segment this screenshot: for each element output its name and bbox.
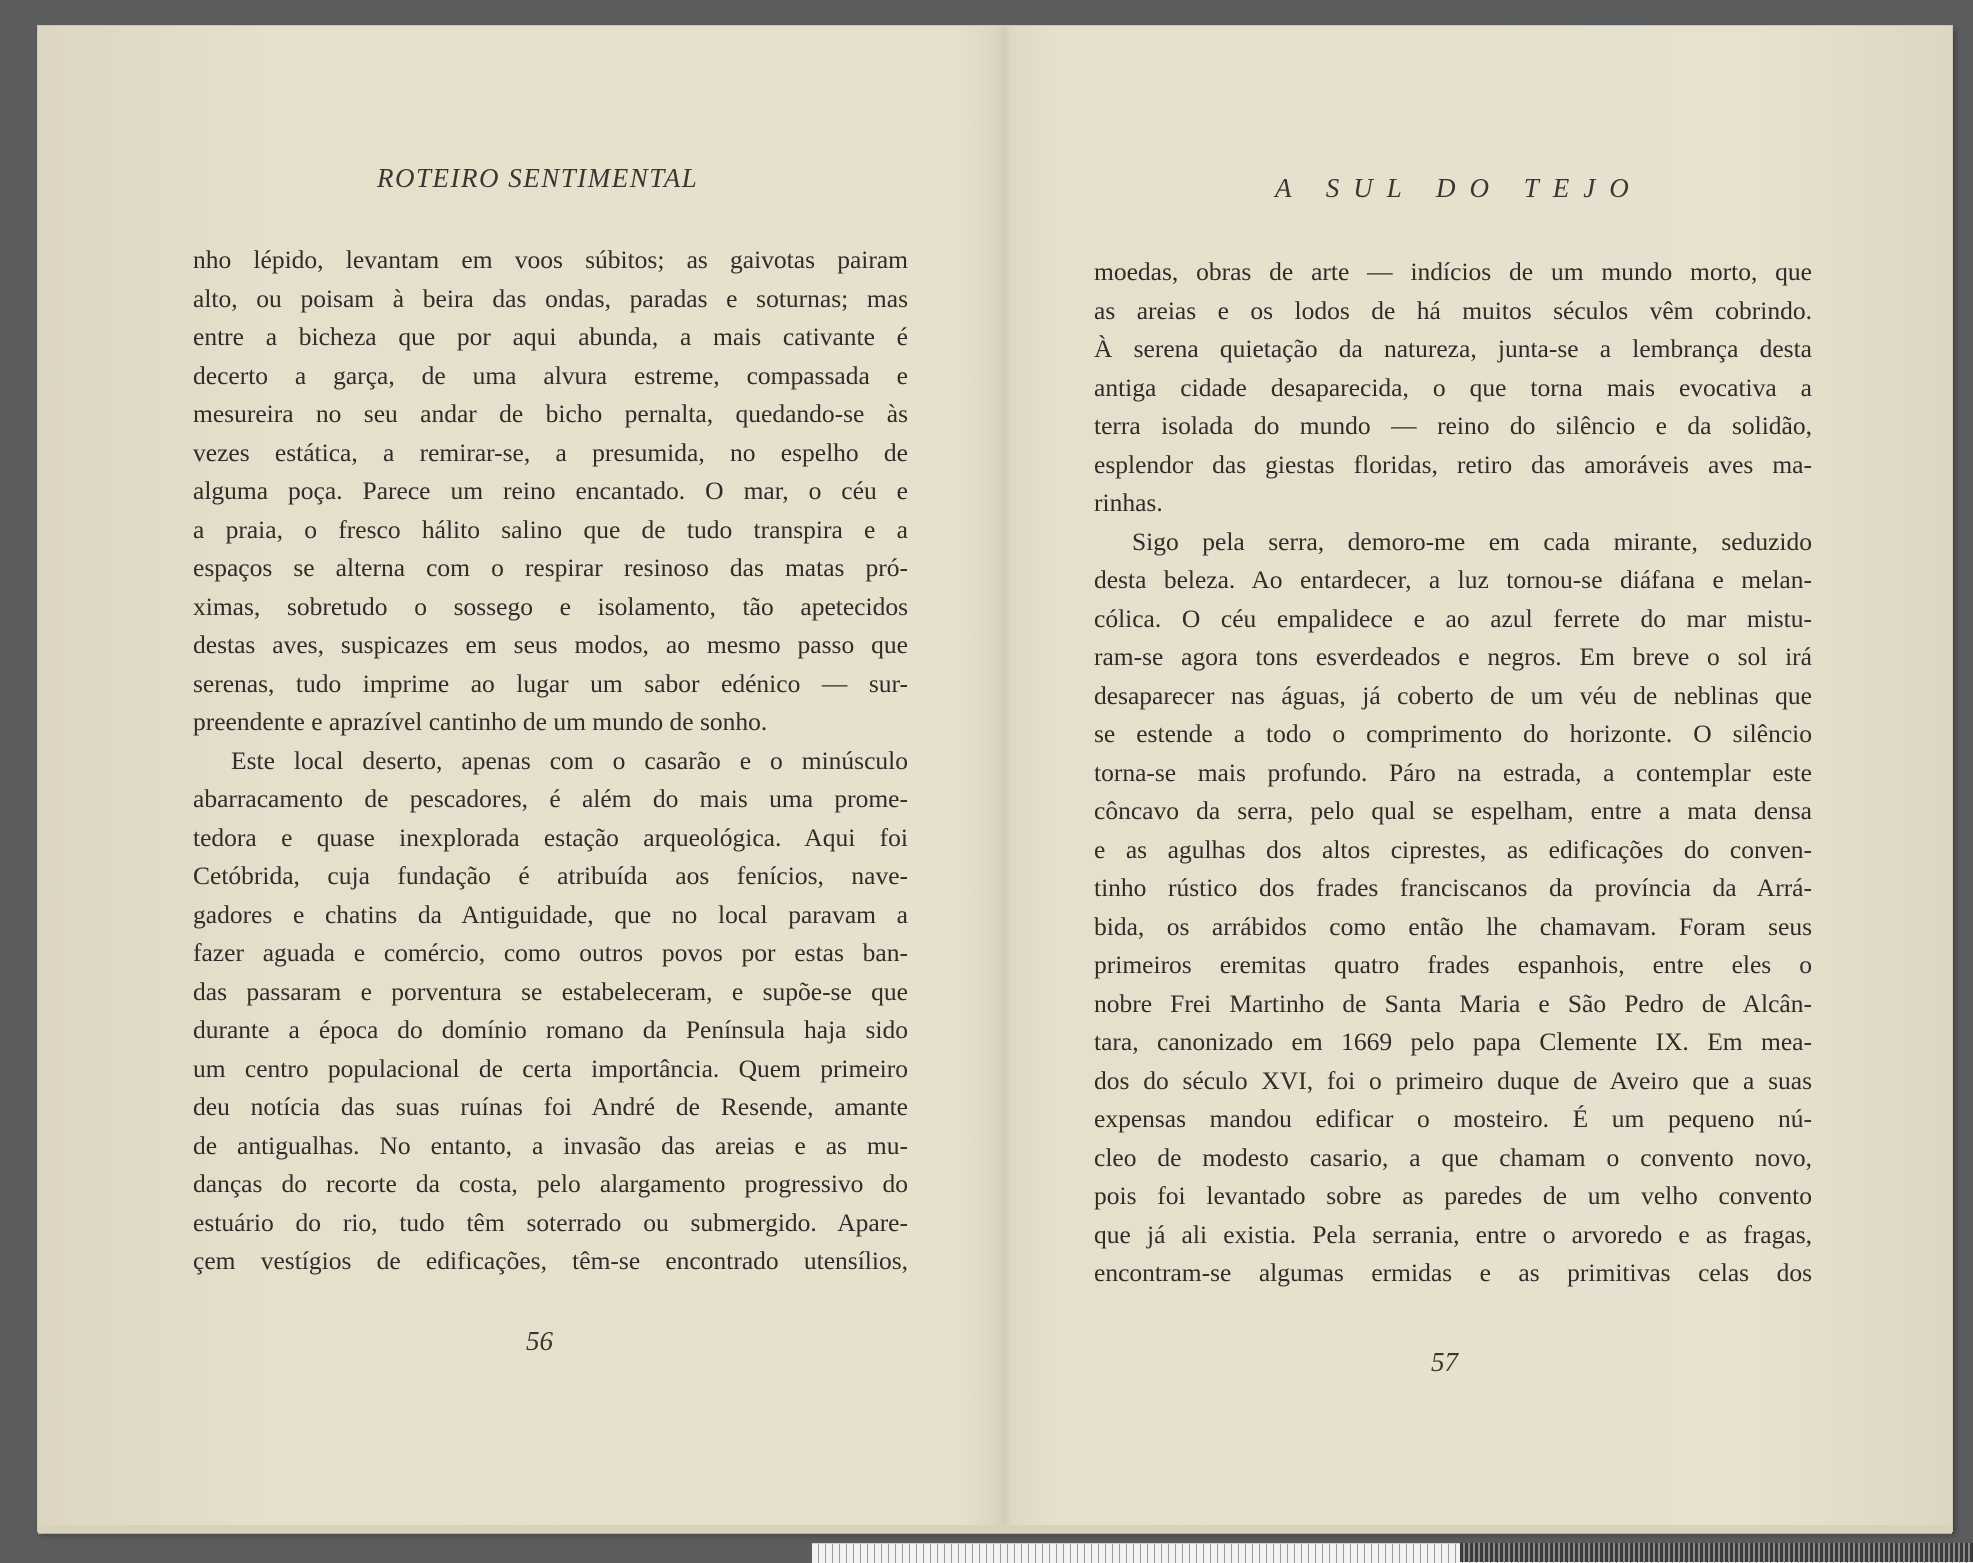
text-line: nho lépido, levantam em voos súbitos; as gaivotas pairam — [193, 245, 908, 274]
text-line: alguma poça. Parece um reino encantado. O mar, o céu e — [193, 476, 908, 505]
text-line: durante a época do domínio romano da Península haja sido — [193, 1015, 908, 1044]
text-line: antiga cidade desaparecida, o que torna mais evocativa a — [1094, 372, 1812, 402]
text-line: se estende a todo o comprimento do horizonte. O silêncio — [1094, 719, 1812, 748]
text-line: esplendor das giestas floridas, retiro das amoráveis aves ma- — [1094, 449, 1812, 479]
text-line: tinho rústico dos frades franciscanos da província da Arrá- — [1094, 873, 1812, 902]
left-running-head: ROTEIRO SENTIMENTAL — [377, 163, 699, 193]
text-line: um centro populacional de certa importância. Quem primeiro — [193, 1053, 908, 1083]
text-line: moedas, obras de arte — indícios de um mundo morto, que — [1094, 257, 1812, 286]
text-line: nobre Frei Martinho de Santa Maria e São Pedro de Alcân- — [1094, 988, 1812, 1018]
text-line: terra isolada do mundo — reino do silêncio e da solidão, — [1094, 411, 1812, 440]
text-line: ximas, sobretudo o sossego e isolamento, tão apetecidos — [193, 591, 908, 621]
text-line: tara, canonizado em 1669 pelo papa Clemente IX. Em mea- — [1094, 1027, 1812, 1056]
text-line: çem vestígios de edificações, têm-se encontrado utensílios, — [193, 1246, 908, 1275]
text-line: pois foi levantado sobre as paredes de um velho convento — [1094, 1181, 1812, 1210]
text-line: dos do século XVI, foi o primeiro duque de Aveiro que a suas — [1094, 1065, 1812, 1095]
text-line: rinhas. — [1094, 488, 1163, 517]
text-line: fazer aguada e comércio, como outros povos por estas ban- — [193, 938, 908, 967]
text-line: que já ali existia. Pela serrania, entre o arvoredo e as fragas, — [1094, 1219, 1812, 1249]
text-line: tedora e quase inexplorada estação arqueológica. Aqui foi — [193, 822, 908, 852]
text-line: primeiros eremitas quatro frades espanhois, entre eles o — [1094, 950, 1812, 979]
text-line: gadores e chatins da Antiguidade, que no local paravam a — [193, 899, 908, 929]
text-line: abarracamento de pescadores, é além do mais uma prome- — [193, 784, 908, 813]
text-line: das passaram e porventura se estabeleceram, e supõe-se que — [193, 976, 908, 1006]
text-line: deu notícia das suas ruínas foi André de Resende, amante — [193, 1092, 908, 1121]
text-line: cleo de modesto casario, a que chamam o convento novo, — [1094, 1142, 1812, 1172]
text-line: desta beleza. Ao entardecer, a luz tornou-se diáfana e melan- — [1094, 565, 1812, 594]
text-line: encontram-se algumas ermidas e as primitivas celas dos — [1094, 1258, 1812, 1287]
text-line: danças do recorte da costa, pelo alargamento progressivo do — [193, 1169, 908, 1198]
right-page-number: 57 — [1431, 1347, 1458, 1377]
text-line: entre a bicheza que por aqui abunda, a mais cativante é — [193, 322, 908, 351]
right-page-text — [1094, 253, 1812, 1293]
text-line: preendente e aprazível cantinho de um mundo de sonho. — [193, 707, 768, 736]
text-line: Cetóbrida, cuja fundação é atribuída aos fenícios, nave- — [193, 861, 908, 890]
page-edges — [38, 1525, 1952, 1534]
text-line: a praia, o fresco hálito salino que de tudo transpira e a — [193, 514, 908, 544]
text-line: bida, os arrábidos como então lhe chamavam. Foram seus — [1094, 911, 1812, 941]
text-line: alto, ou poisam à beira das ondas, paradas e soturnas; mas — [193, 283, 908, 313]
text-line: côncavo da serra, pelo qual se espelham, entre a mata densa — [1094, 796, 1812, 825]
text-line: desaparecer nas águas, já coberto de um véu de neblinas que — [1094, 680, 1812, 710]
text-line: e as agulhas dos altos ciprestes, as edificações do conven- — [1094, 834, 1812, 864]
left-page-number: 56 — [526, 1326, 553, 1356]
text-line: estuário do rio, tudo têm soterrado ou submergido. Apare- — [193, 1207, 908, 1237]
text-line: decerto a garça, de uma alvura estreme, compassada e — [193, 360, 908, 390]
text-line: ram-se agora tons esverdeados e negros. Em breve o sol irá — [1094, 642, 1812, 671]
text-line: espaços se alterna com o respirar resinoso das matas pró- — [193, 553, 908, 582]
right-running-head: A SUL DO TEJO — [1275, 173, 1643, 203]
text-line: mesureira no seu andar de bicho pernalta, quedando-se às — [193, 399, 908, 428]
text-line: expensas mandou edificar o mosteiro. É um pequeno nú- — [1094, 1104, 1812, 1133]
color-scale-bar — [1460, 1543, 1973, 1562]
text-line: destas aves, suspicazes em seus modos, ao mesmo passo que — [193, 630, 908, 659]
text-line: de antigualhas. No entanto, a invasão das areias e as mu- — [193, 1130, 908, 1160]
text-line: cólica. O céu empalidece e ao azul ferrete do mar mistu- — [1094, 603, 1812, 633]
text-line: vezes estática, a remirar-se, a presumida, no espelho de — [193, 437, 908, 467]
text-line: torna-se mais profundo. Páro na estrada, a contemplar este — [1094, 757, 1812, 787]
text-line: Este local deserto, apenas com o casarão e o minúsculo — [231, 745, 908, 775]
text-line: Sigo pela serra, demoro-me em cada mirante, seduzido — [1132, 526, 1812, 556]
text-line: as areias e os lodos de há muitos séculos vêm cobrindo. — [1094, 295, 1812, 325]
text-line: À serena quietação da natureza, junta-se a lembrança desta — [1094, 334, 1812, 363]
text-line: serenas, tudo imprime ao lugar um sabor edénico — sur- — [193, 668, 908, 698]
left-page-text — [193, 241, 908, 1281]
book-gutter — [996, 26, 1012, 1531]
